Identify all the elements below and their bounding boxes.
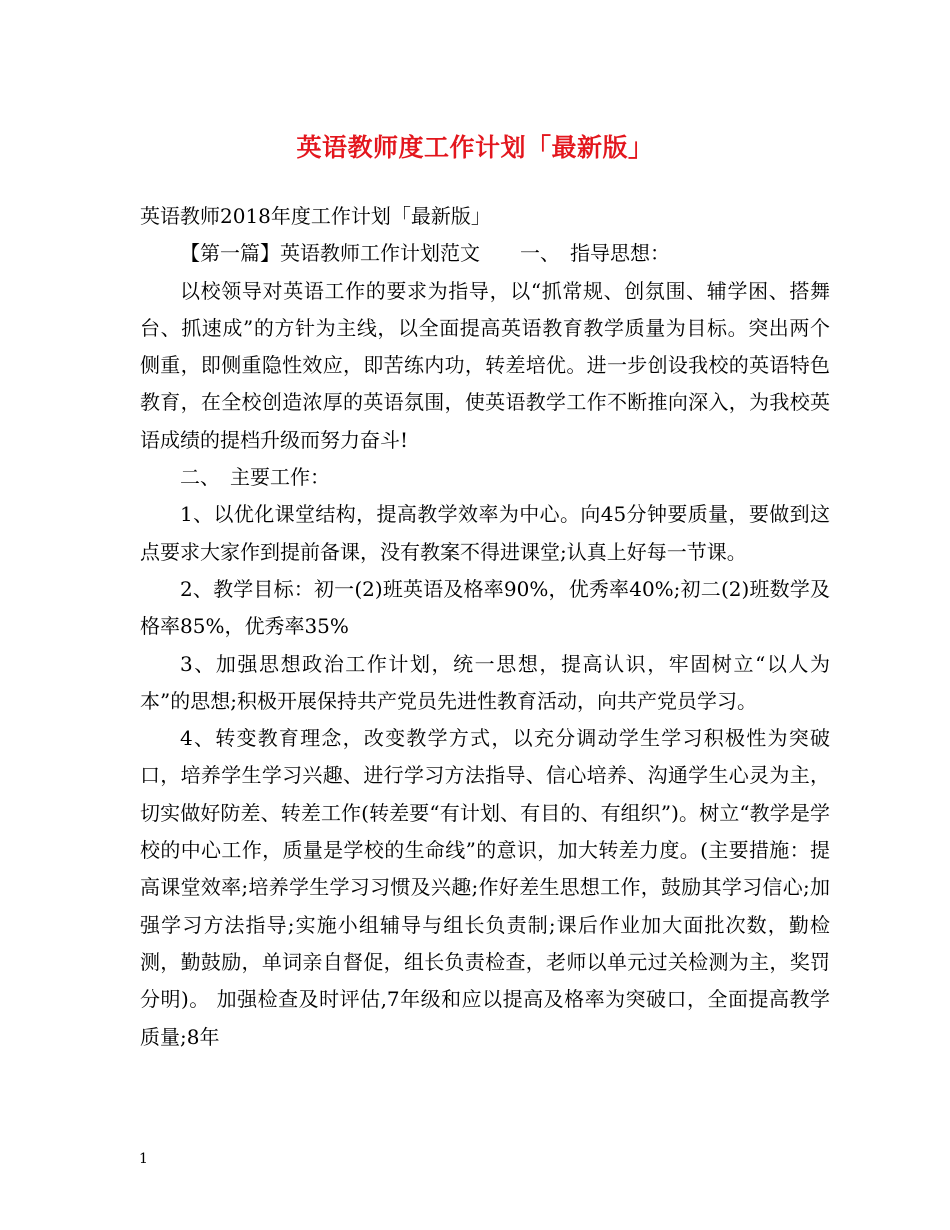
guiding-ideology-paragraph: 以校领导对英语工作的要求为指导，以“抓常规、创氛围、辅学困、搭舞台、抓速成”的方针为主线，以全面提高英语教育教学质量为目标。突出两个侧重，即侧重隐性效应，即苦练内功，转差培优。进一步创设我校的英语特色教育，在全校创造浓厚的英语氛围，使英语教学工作不断推向深入，为我校英语成绩的提档升级而努力奋斗! <box>140 278 830 452</box>
work-item-4-paragraph: 4、转变教育理念，改变教学方式，以充分调动学生学习积极性为突破口，培养学生学习兴趣、进行学习方法指导、信心培养、沟通学生心灵为主，切实做好防差、转差工作(转差要“有计划、有目的、有组织”)。树立“教学是学校的中心工作，质量是学校的生命线”的意识，加大转差力度。(主要措施：提高课堂效率;培养学生学习习惯及兴趣;作好差生思想工作，鼓励其学习信心;加强学习方法指导;实施小组辅导与组长负责制;课后作业加大面批次数，勤检测，勤鼓励，单词亲自督促，组长负责检查，老师以单元过关检测为主，奖罚分明)。 加强检查及时评估,7年级和应以提高及格率为突破口，全面提高教学质量;8年 <box>140 726 830 1049</box>
section-heading-paragraph: 【第一篇】英语教师工作计划范文 一、 指导思想： <box>180 241 670 266</box>
page-number: 1 <box>139 1151 148 1167</box>
work-item-3-paragraph: 3、加强思想政治工作计划，统一思想，提高认识，牢固树立“以人为本”的思想;积极开展保持共产党员先进性教育活动，向共产党员学习。 <box>140 651 830 713</box>
document-body <box>140 198 830 1056</box>
work-item-2-paragraph: 2、教学目标：初一(2)班英语及格率90%，优秀率40%;初二(2)班数学及格率85%，优秀率35% <box>140 576 830 639</box>
main-work-heading: 二、 主要工作： <box>180 465 330 490</box>
document-title: 英语教师度工作计划「最新版」 <box>296 133 654 162</box>
work-item-1-paragraph: 1、以优化课堂结构，提高教学效率为中心。向45分钟要质量，要做到这点要求大家作到提前备课，没有教案不得进课堂;认真上好每一节课。 <box>140 502 830 564</box>
subtitle-paragraph: 英语教师2018年度工作计划「最新版」 <box>140 204 491 228</box>
